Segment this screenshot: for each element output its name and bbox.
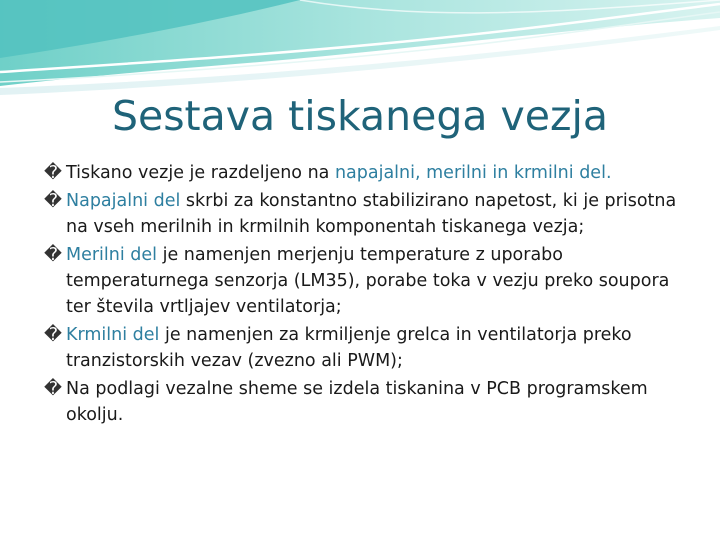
bullet-item	[44, 376, 684, 428]
bullet-marker: �	[44, 191, 62, 211]
bullet-marker: �	[44, 245, 62, 265]
bullet-text: je namenjen merjenju temperature z uporabo temperaturnega senzorja (LM35), porabe toka v vezju preko soupora ter števila vrtljajev ventilatorja;	[66, 245, 670, 317]
bullet-highlight: Krmilni del	[66, 325, 160, 345]
bullet-marker: �	[44, 325, 62, 345]
bullet-highlight: napajalni, merilni in krmilni del.	[334, 163, 612, 183]
bullet-list	[44, 160, 684, 430]
bullet-highlight: Merilni del	[66, 245, 158, 265]
header-wave-decoration	[0, 0, 720, 95]
bullet-marker: �	[44, 379, 62, 399]
bullet-highlight: Napajalni del	[66, 191, 181, 211]
slide-title: Sestava tiskanega vezja	[111, 92, 609, 140]
bullet-text: Na podlagi vezalne sheme se izdela tiskanina v PCB programskem okolju.	[66, 379, 648, 425]
bullet-text: skrbi za konstantno stabilizirano napetost, ki je prisotna na vseh merilnih in krmilnih komponentah tiskanega vezja;	[66, 191, 677, 237]
bullet-item	[44, 322, 684, 374]
bullet-text: Tiskano vezje je razdeljeno na	[66, 163, 335, 183]
bullet-text: je namenjen za krmiljenje grelca in ventilatorja preko tranzistorskih vezav (zvezno ali PWM);	[66, 325, 632, 371]
bullet-item	[44, 188, 684, 240]
bullet-item	[44, 160, 684, 186]
bullet-marker: �	[44, 163, 62, 183]
bullet-item	[44, 242, 684, 320]
